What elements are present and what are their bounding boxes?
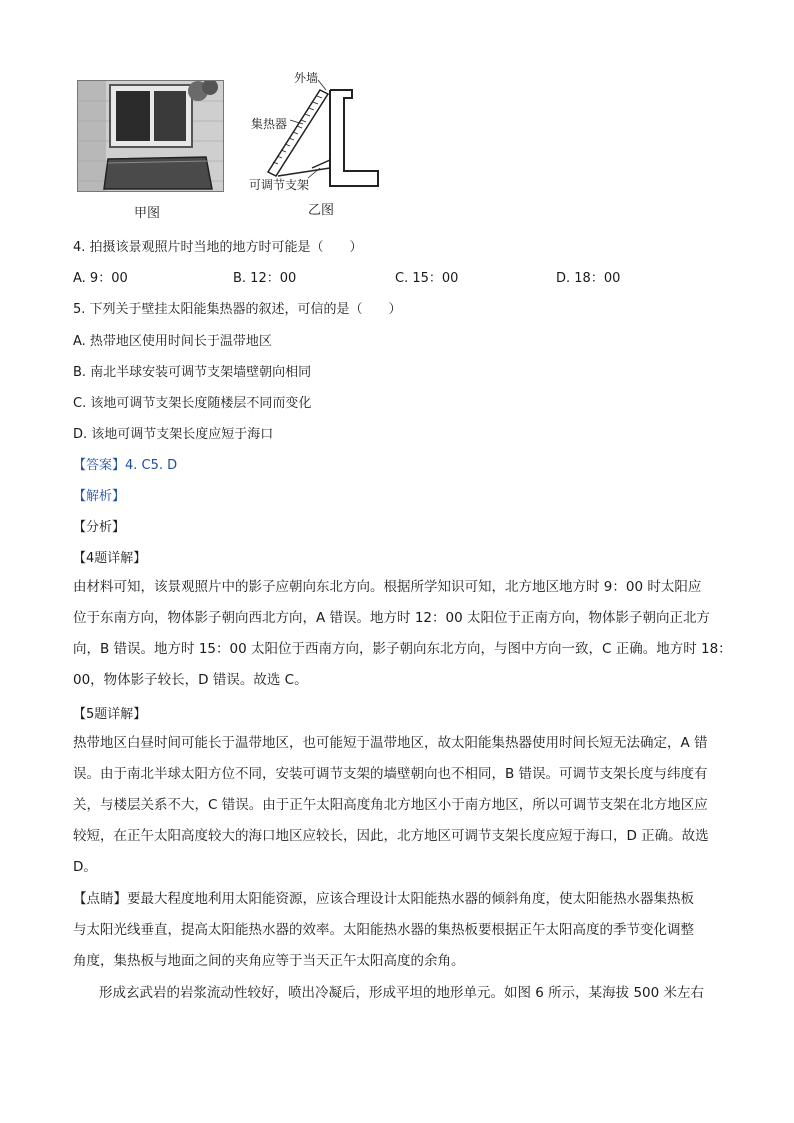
q5-detail-line: 较短，在正午太阳高度较大的海口地区应较长，因此，北方地区可调节支架长度应短于海口，D 正确。故选 <box>73 828 709 844</box>
answer-text: 4. C5. D <box>125 458 178 473</box>
q5-detail-line: D。 <box>73 859 97 875</box>
dianjing-line: 【点睛】要最大程度地利用太阳能资源，应该合理设计太阳能热水器的倾斜角度，使太阳能热水器集热板 <box>73 891 694 907</box>
q4-detail-line: 00，物体影子较长，D 错误。故选 C。 <box>73 672 308 688</box>
photo-figure <box>77 80 224 192</box>
q5-detail-body <box>73 728 709 883</box>
answer-tag: 【答案】 <box>73 458 126 473</box>
q4-option-c: C. 15：00 <box>395 271 459 286</box>
q4-detail-tag: 【4题详解】 <box>73 551 147 566</box>
q4-detail-line: 位于东南方向，物体影子朝向西北方向，A 错误。地方时 12：00 太阳位于正南方向，物体影子朝向正北方 <box>73 610 710 626</box>
dianjing-body <box>73 884 694 977</box>
analysis-tag: 【解析】 <box>73 489 126 504</box>
q4-detail-line: 由材料可知，该景观照片中的影子应朝向东北方向。根据所学知识可知，北方地区地方时 9：00 时太阳应 <box>73 579 702 595</box>
q5-option-d: D. 该地可调节支架长度应短于海口 <box>73 427 274 442</box>
q4-option-d: D. 18：00 <box>556 271 621 286</box>
q4-detail-body <box>73 572 732 696</box>
q5-detail-line: 热带地区白昼时间可能长于温带地区，也可能短于温带地区，故太阳能集热器使用时间长短无法确定，A 错 <box>73 735 708 751</box>
q4-option-b: B. 12：00 <box>233 271 297 286</box>
q4-option-a: A. 9：00 <box>73 271 128 286</box>
label-collector: 集热器 <box>251 117 288 131</box>
q5-detail-tag: 【5题详解】 <box>73 707 147 722</box>
building-photo <box>78 81 223 191</box>
q4-detail-line: 向，B 错误。地方时 15：00 太阳位于西南方向，影子朝向东北方向，与图中方向一致，C 正确。地方时 18： <box>73 641 732 657</box>
fenxi-tag: 【分析】 <box>73 520 126 535</box>
q5-detail-line: 关，与楼层关系不大，C 错误。由于正午太阳高度角北方地区小于南方地区，所以可调节支架在北方地区应 <box>73 797 708 813</box>
label-outer-wall: 外墙 <box>294 71 319 85</box>
next-paragraph: 形成玄武岩的岩浆流动性较好，喷出冷凝后，形成平坦的地形单元。如图 6 所示，某海拔 500 米左右 <box>99 985 705 1001</box>
answer-line <box>73 454 177 473</box>
q5-option-a: A. 热带地区使用时间长于温带地区 <box>73 334 272 349</box>
q4-stem: 4. 拍摄该景观照片时当地的地方时可能是（ ） <box>73 240 363 255</box>
q5-option-c: C. 该地可调节支架长度随楼层不同而变化 <box>73 396 312 411</box>
q5-stem: 5. 下列关于壁挂太阳能集热器的叙述，可信的是（ ） <box>73 302 402 317</box>
dianjing-tag: 【点睛】 <box>73 891 127 907</box>
dianjing-line: 角度，集热板与地面之间的夹角应等于当天正午太阳高度的余角。 <box>73 953 465 969</box>
right-figure-caption: 乙图 <box>308 203 335 218</box>
dianjing-line: 与太阳光线垂直，提高太阳能热水器的效率。太阳能热水器的集热板要根据正午太阳高度的季节变化调整 <box>73 922 694 938</box>
left-figure-caption: 甲图 <box>134 206 161 221</box>
q5-detail-line: 误。由于南北半球太阳方位不同，安装可调节支架的墙壁朝向也不相同，B 错误。可调节支架长度与纬度有 <box>73 766 708 782</box>
q5-option-b: B. 南北半球安装可调节支架墙壁朝向相同 <box>73 365 312 380</box>
label-bracket: 可调节支架 <box>249 178 310 192</box>
